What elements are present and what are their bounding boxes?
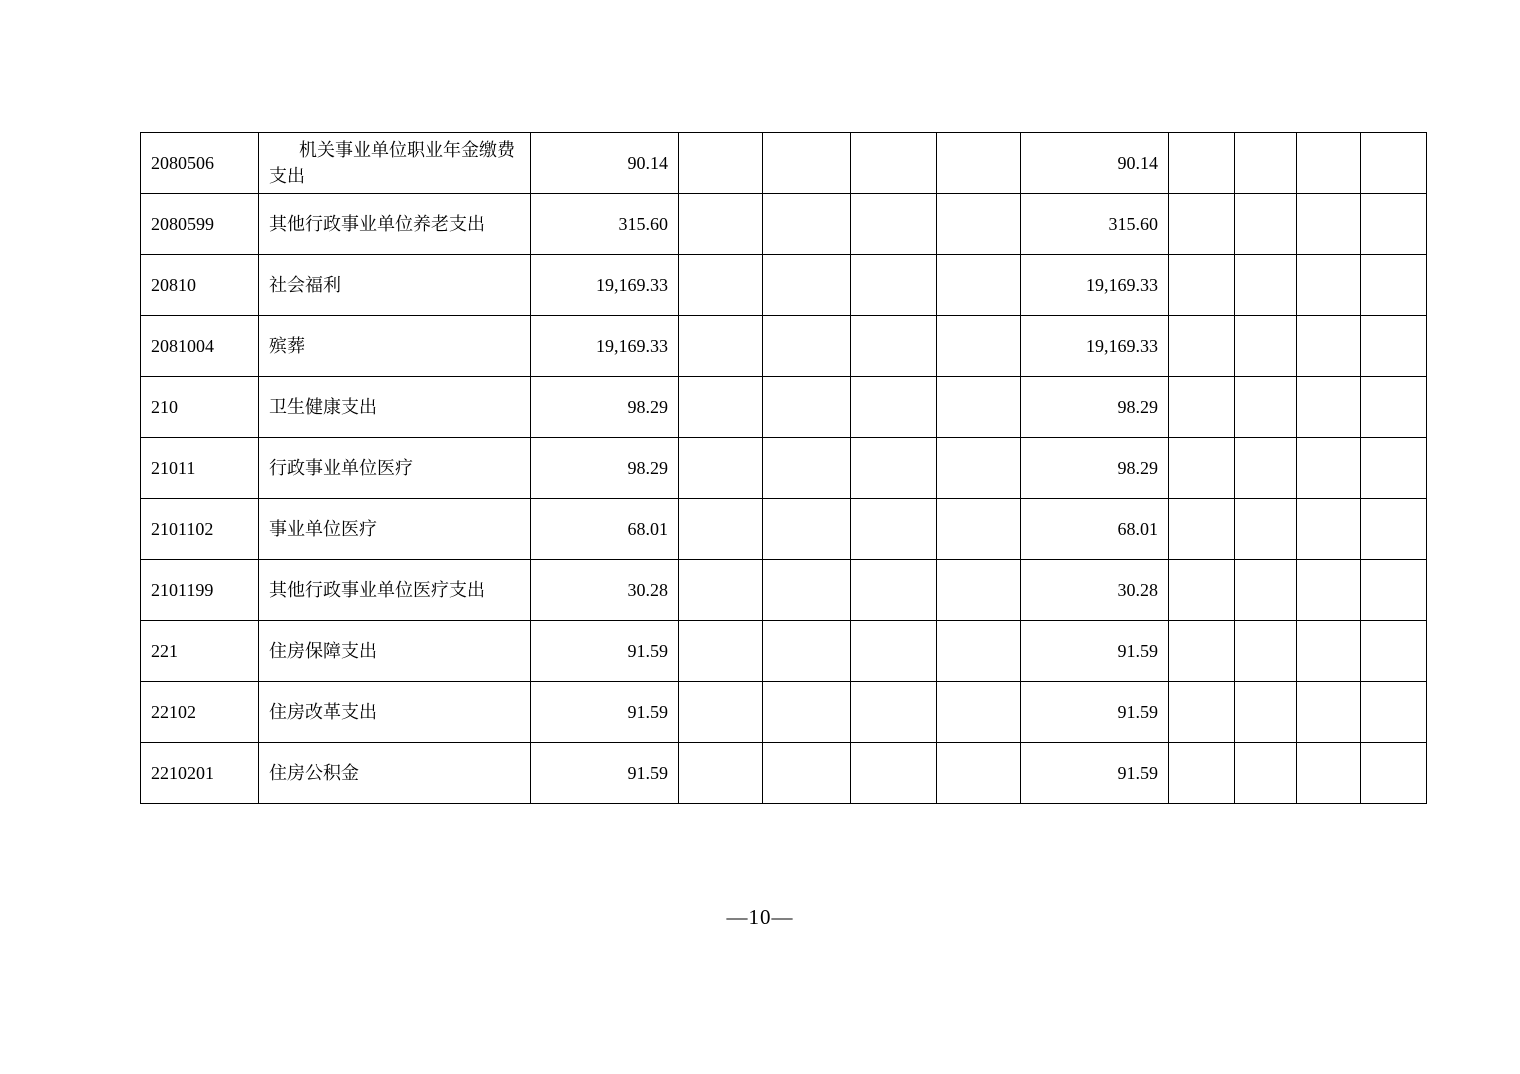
cell-empty — [1169, 133, 1235, 194]
cell-item-code: 22102 — [141, 682, 259, 743]
cell-empty — [679, 133, 763, 194]
cell-item-name: 住房保障支出 — [259, 621, 531, 682]
cell-empty — [679, 316, 763, 377]
cell-empty — [1361, 682, 1427, 743]
cell-item-code: 2080506 — [141, 133, 259, 194]
table-row — [141, 560, 1427, 621]
cell-item-name: 事业单位医疗 — [259, 499, 531, 560]
cell-item-code: 2081004 — [141, 316, 259, 377]
cell-empty — [1361, 194, 1427, 255]
cell-empty — [1361, 133, 1427, 194]
cell-empty — [851, 682, 937, 743]
table-row — [141, 194, 1427, 255]
cell-amount-total: 315.60 — [531, 194, 679, 255]
cell-empty — [1169, 316, 1235, 377]
cell-empty — [679, 682, 763, 743]
cell-item-name: 社会福利 — [259, 255, 531, 316]
cell-empty — [763, 560, 851, 621]
cell-empty — [937, 743, 1021, 804]
cell-item-code: 210 — [141, 377, 259, 438]
cell-empty — [1169, 743, 1235, 804]
cell-empty — [763, 133, 851, 194]
cell-empty — [937, 377, 1021, 438]
table-row — [141, 255, 1427, 316]
cell-empty — [937, 560, 1021, 621]
cell-amount-total: 30.28 — [531, 560, 679, 621]
cell-amount-other: 91.59 — [1021, 743, 1169, 804]
cell-empty — [1235, 621, 1297, 682]
cell-empty — [1297, 621, 1361, 682]
cell-empty — [1235, 377, 1297, 438]
cell-empty — [763, 621, 851, 682]
cell-empty — [1235, 499, 1297, 560]
cell-amount-total: 91.59 — [531, 621, 679, 682]
cell-amount-other: 90.14 — [1021, 133, 1169, 194]
cell-empty — [937, 499, 1021, 560]
cell-empty — [1169, 438, 1235, 499]
table-row — [141, 621, 1427, 682]
budget-expenditure-table — [140, 132, 1427, 804]
cell-empty — [679, 194, 763, 255]
cell-empty — [763, 682, 851, 743]
table-row — [141, 682, 1427, 743]
cell-empty — [851, 560, 937, 621]
cell-empty — [1235, 316, 1297, 377]
cell-item-name: 行政事业单位医疗 — [259, 438, 531, 499]
cell-empty — [1361, 316, 1427, 377]
cell-empty — [1297, 560, 1361, 621]
cell-empty — [1169, 194, 1235, 255]
cell-amount-total: 68.01 — [531, 499, 679, 560]
cell-item-name: 殡葬 — [259, 316, 531, 377]
cell-empty — [763, 316, 851, 377]
cell-empty — [1169, 255, 1235, 316]
cell-empty — [1169, 621, 1235, 682]
cell-empty — [679, 743, 763, 804]
cell-empty — [851, 255, 937, 316]
cell-amount-other: 68.01 — [1021, 499, 1169, 560]
cell-empty — [1297, 377, 1361, 438]
cell-amount-total: 91.59 — [531, 682, 679, 743]
cell-empty — [679, 377, 763, 438]
cell-amount-total: 98.29 — [531, 438, 679, 499]
cell-empty — [1361, 377, 1427, 438]
cell-amount-other: 98.29 — [1021, 377, 1169, 438]
cell-item-code: 2210201 — [141, 743, 259, 804]
cell-amount-total: 90.14 — [531, 133, 679, 194]
cell-empty — [937, 621, 1021, 682]
cell-amount-other: 98.29 — [1021, 438, 1169, 499]
table-row — [141, 133, 1427, 194]
cell-item-code: 2101102 — [141, 499, 259, 560]
cell-item-code: 221 — [141, 621, 259, 682]
table-row — [141, 499, 1427, 560]
cell-empty — [1297, 438, 1361, 499]
cell-empty — [937, 194, 1021, 255]
cell-empty — [851, 621, 937, 682]
cell-empty — [763, 194, 851, 255]
cell-empty — [1235, 682, 1297, 743]
page-number: —10— — [726, 905, 794, 929]
cell-item-code: 20810 — [141, 255, 259, 316]
cell-empty — [679, 255, 763, 316]
cell-empty — [1297, 682, 1361, 743]
cell-amount-total: 19,169.33 — [531, 316, 679, 377]
cell-empty — [679, 499, 763, 560]
cell-empty — [679, 560, 763, 621]
cell-empty — [851, 377, 937, 438]
cell-empty — [1297, 743, 1361, 804]
cell-empty — [1169, 499, 1235, 560]
cell-amount-total: 91.59 — [531, 743, 679, 804]
cell-empty — [851, 438, 937, 499]
cell-empty — [1297, 194, 1361, 255]
cell-empty — [1297, 255, 1361, 316]
cell-empty — [1169, 560, 1235, 621]
cell-empty — [851, 499, 937, 560]
cell-empty — [1297, 499, 1361, 560]
cell-empty — [937, 682, 1021, 743]
cell-item-name: 住房改革支出 — [259, 682, 531, 743]
cell-empty — [937, 255, 1021, 316]
cell-amount-other: 91.59 — [1021, 621, 1169, 682]
cell-empty — [679, 621, 763, 682]
cell-item-name: 其他行政事业单位养老支出 — [259, 194, 531, 255]
cell-item-name: 其他行政事业单位医疗支出 — [259, 560, 531, 621]
cell-empty — [851, 743, 937, 804]
cell-empty — [1235, 560, 1297, 621]
cell-amount-other: 19,169.33 — [1021, 316, 1169, 377]
cell-empty — [1235, 438, 1297, 499]
cell-item-code: 2080599 — [141, 194, 259, 255]
cell-item-name: 卫生健康支出 — [259, 377, 531, 438]
cell-empty — [1361, 499, 1427, 560]
cell-empty — [763, 438, 851, 499]
cell-empty — [763, 499, 851, 560]
cell-empty — [1235, 133, 1297, 194]
cell-item-code: 2101199 — [141, 560, 259, 621]
cell-item-name: 机关事业单位职业年金缴费支出 — [259, 133, 531, 194]
cell-empty — [1361, 743, 1427, 804]
cell-empty — [1235, 743, 1297, 804]
cell-empty — [851, 316, 937, 377]
cell-empty — [1361, 438, 1427, 499]
table-row — [141, 438, 1427, 499]
cell-empty — [763, 255, 851, 316]
cell-empty — [763, 377, 851, 438]
cell-amount-other: 91.59 — [1021, 682, 1169, 743]
table-row — [141, 743, 1427, 804]
table-row — [141, 377, 1427, 438]
cell-item-name: 住房公积金 — [259, 743, 531, 804]
cell-item-code: 21011 — [141, 438, 259, 499]
cell-amount-other: 315.60 — [1021, 194, 1169, 255]
cell-empty — [1235, 255, 1297, 316]
cell-empty — [1169, 682, 1235, 743]
cell-empty — [851, 194, 937, 255]
cell-empty — [851, 133, 937, 194]
cell-empty — [1361, 621, 1427, 682]
cell-empty — [937, 133, 1021, 194]
cell-amount-total: 19,169.33 — [531, 255, 679, 316]
cell-empty — [1235, 194, 1297, 255]
cell-empty — [937, 316, 1021, 377]
cell-empty — [763, 743, 851, 804]
table-body — [141, 133, 1427, 804]
cell-empty — [1297, 133, 1361, 194]
cell-amount-other: 30.28 — [1021, 560, 1169, 621]
table-row — [141, 316, 1427, 377]
cell-amount-other: 19,169.33 — [1021, 255, 1169, 316]
cell-amount-total: 98.29 — [531, 377, 679, 438]
cell-empty — [1361, 255, 1427, 316]
cell-empty — [1169, 377, 1235, 438]
cell-empty — [937, 438, 1021, 499]
cell-empty — [1297, 316, 1361, 377]
cell-empty — [679, 438, 763, 499]
cell-empty — [1361, 560, 1427, 621]
